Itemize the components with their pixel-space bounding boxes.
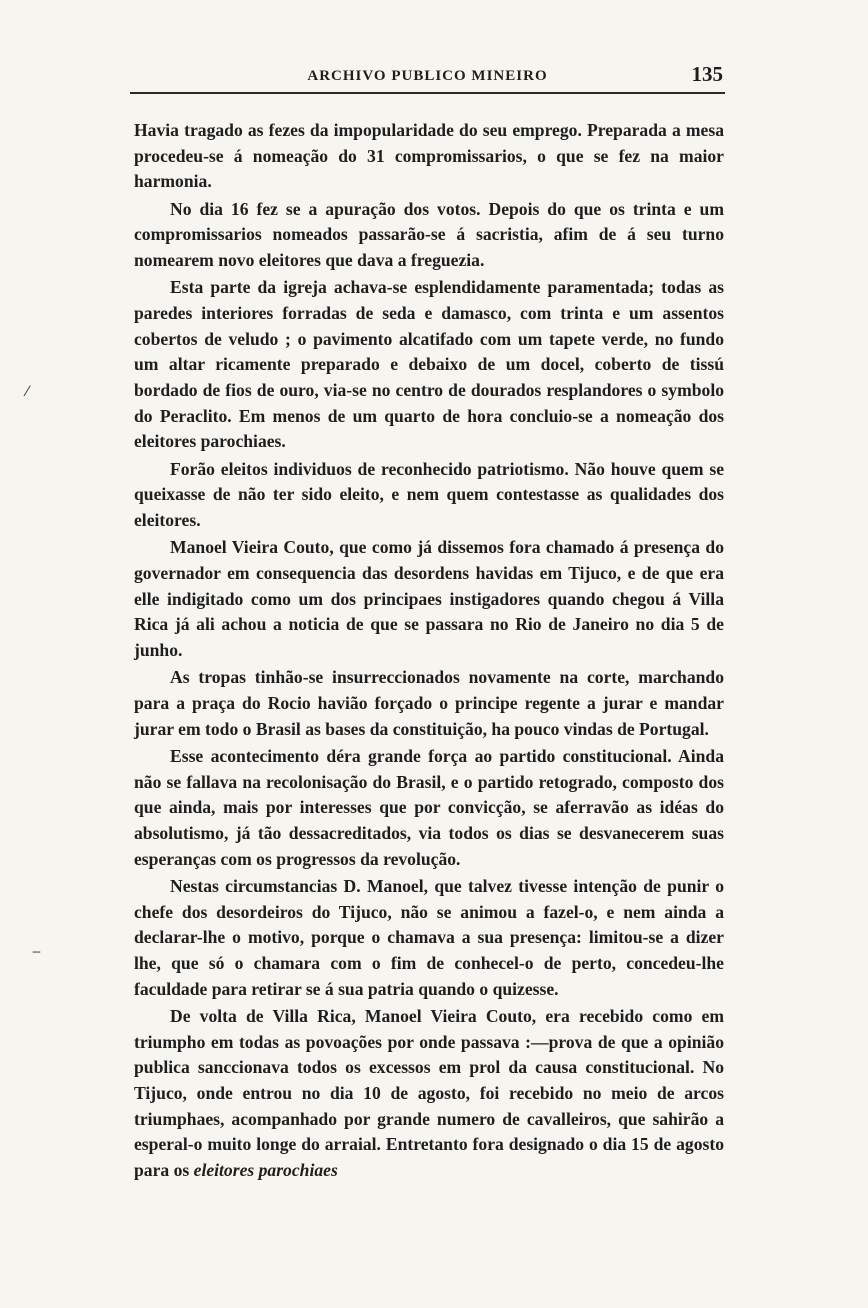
paragraph-8: Nestas circumstancias D. Manoel, que talvez tivesse intenção de punir o chefe dos desordeiros do Tijuco, não se animou a fazel-o, e nem ainda a declarar-lhe o motivo, porque o chamava a sua presença: limitou-se a dizer lhe, que só o chamara com o fim de conhecel-o de perto, concedeu-lhe faculdade para retirar se á sua patria quando o quizesse. bbox=[134, 875, 724, 999]
paragraph-4: Forão eleitos individuos de reconhecido patriotismo. Não houve quem se queixasse de não ter sido eleito, e nem quem contestasse as qualidades dos eleitores. bbox=[134, 458, 724, 531]
running-header bbox=[130, 62, 725, 94]
paragraph-9 bbox=[134, 1004, 724, 1184]
italic-phrase: eleitores parochiaes bbox=[193, 1160, 338, 1181]
paragraph-1: Havia tragado as fezes da impopularidade do seu emprego. Preparada a mesa procedeu-se á nomeação do 31 compromissarios, o que se fez na maior harmonia. bbox=[134, 120, 724, 192]
margin-mark: ⁄ bbox=[26, 384, 29, 400]
paragraph-9-text: De volta de Villa Rica, Manoel Vieira Couto, era recebido como em triumpho em todas as povoações por onde passava :—prova de que a opinião publica sanccionava todos os excessos em prol da causa constitucional. No Tijuco, onde entrou no dia 10 de agosto, foi recebido no meio de arcos triumphaes, acompanhado por grande numero de cavalleiros, que sahirão a esperal-o muito longe do arraial. Entretanto fora designado o dia 15 de agosto para os bbox=[134, 1005, 724, 1181]
paragraph-5: Manoel Vieira Couto, que como já dissemos fora chamado á presença do governador em consequencia das desordens havidas em Tijuco, e de que era elle indigitado como um dos principaes instigadores quando chegou á Villa Rica já ali achou a noticia de que se passara no Rio de Janeiro no dia 5 de junho. bbox=[134, 537, 724, 661]
paragraph-3: Esta parte da igreja achava-se esplendidamente paramentada; todas as paredes interiores forradas de seda e damasco, com trinta e um assentos cobertos de veludo ; o pavimento alcatifado com um tapete verde, no fundo um altar ricamente preparado e debaixo de um docel, coberto de tissú bordado de fios de ouro, via-se no centro de dourados resplandores o symbolo do Peraclito. Em menos de um quarto de hora concluio-se a nomeação dos eleitores parochiaes. bbox=[134, 277, 724, 452]
paragraph-2: No dia 16 fez se a apuração dos votos. Depois do que os trinta e um compromissarios nomeados passarão-se á sacristia, afim de á seu turno nomearem novo eleitores que dava a freguezia. bbox=[134, 198, 724, 271]
margin-dash: ‒ bbox=[32, 944, 41, 960]
running-title: ARCHIVO PUBLICO MINEIRO bbox=[307, 68, 548, 84]
page-number: 135 bbox=[691, 62, 723, 86]
paragraph-7: Esse acontecimento déra grande força ao partido constitucional. Ainda não se fallava na recolonisação do Brasil, e o partido retogrado, composto dos que ainda, mais por interesses que por convicção, se aferravão as idéas do absolutismo, já tão dessacreditados, via todos os dias se desvanecerem suas esperanças com os progressos da revolução. bbox=[134, 745, 724, 869]
body-text bbox=[134, 118, 724, 1185]
paragraph-6: As tropas tinhão-se insurreccionados novamente na corte, marchando para a praça do Rocio havião forçado o principe regente a jurar e mandar jurar em todo o Brasil as bases da constituição, ha pouco vindas de Portugal. bbox=[134, 667, 724, 739]
